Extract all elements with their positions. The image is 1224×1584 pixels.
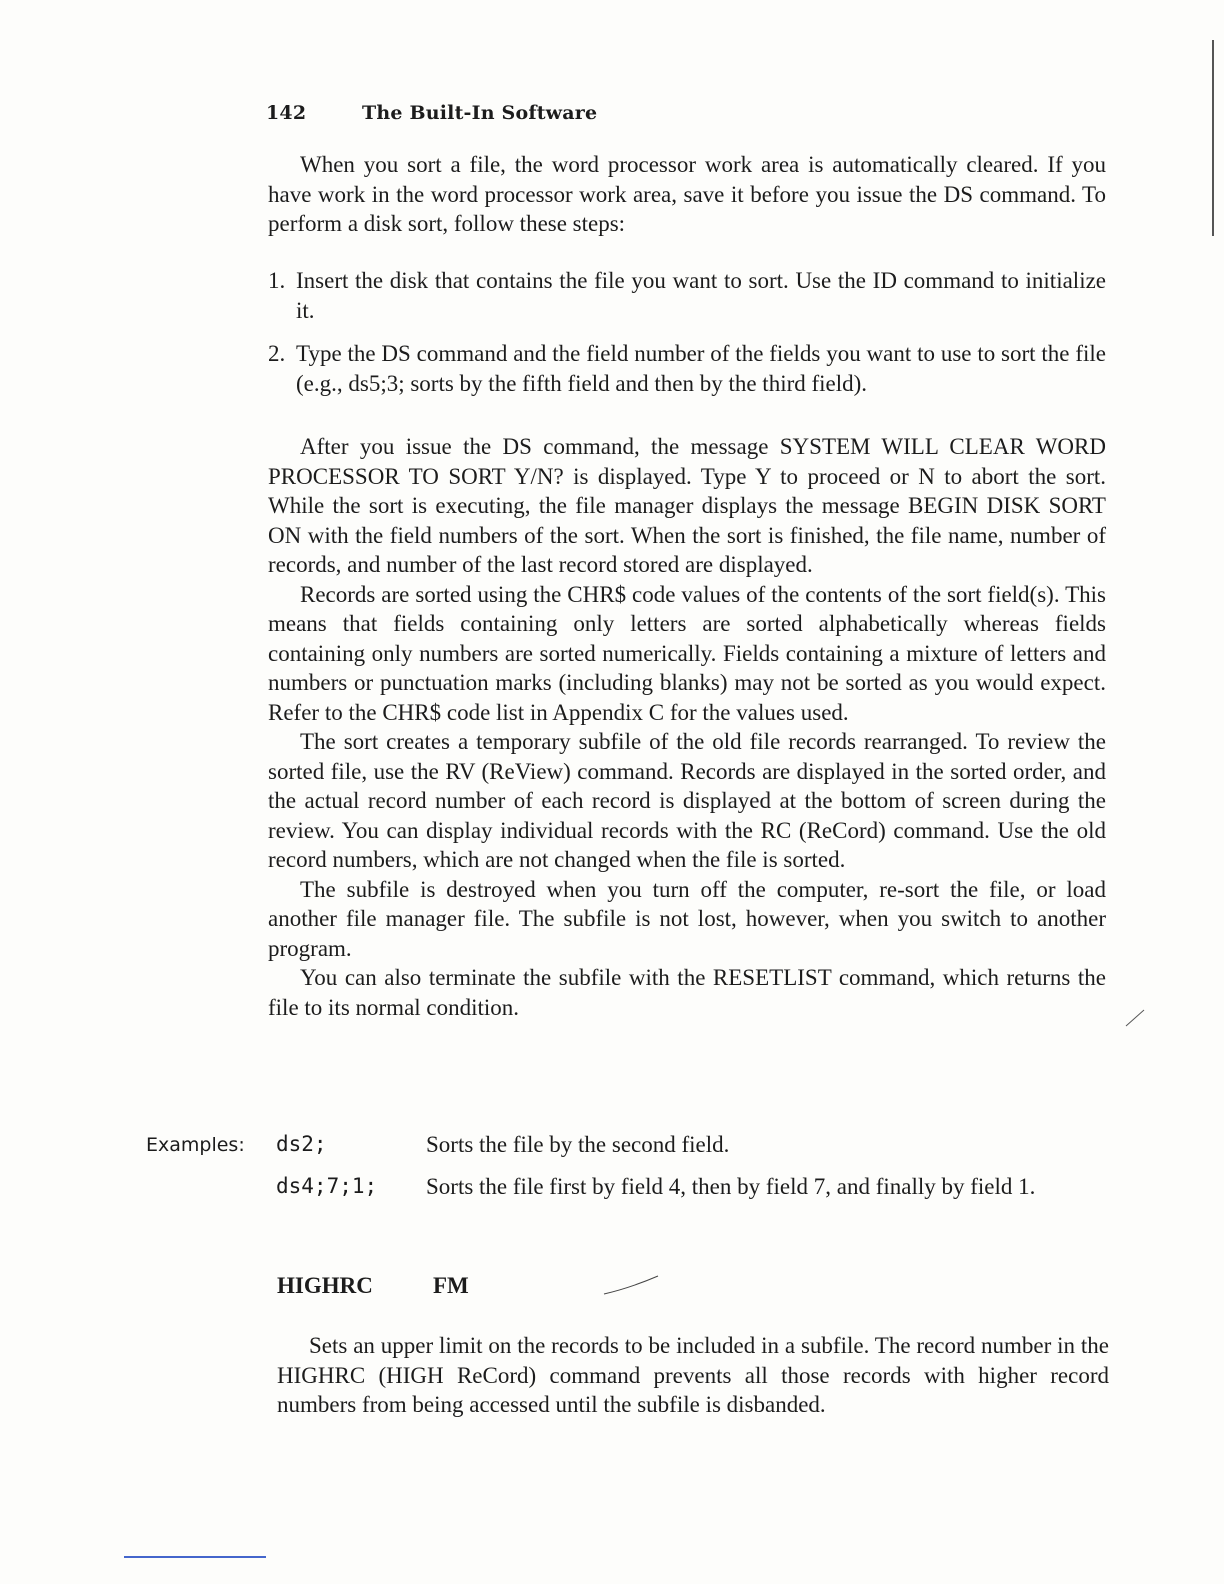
example-description: Sorts the file by the second field. xyxy=(426,1132,730,1157)
paragraph-resetlist: You can also terminate the subfile with the RESETLIST command, which returns the file to its normal condition. xyxy=(268,965,1106,1020)
pen-stroke-mark xyxy=(600,1270,670,1300)
bottom-rule xyxy=(124,1556,266,1558)
paragraph-subfile: The sort creates a temporary subfile of the old file records rearranged. To review the sorted file, use the RV (ReView) command. Records are displayed in the sorted order, and the actual record number of each record is displayed at the bottom of screen during the review. You can display individual records with the RC (ReCord) command. Use the old record numbers, which are not changed when the file is sorted. xyxy=(268,729,1106,872)
page-number: 142 xyxy=(266,102,307,124)
step-number: 1. xyxy=(268,268,286,293)
page-edge-line xyxy=(1212,40,1214,236)
list-item xyxy=(268,266,1106,325)
steps-list xyxy=(268,266,1106,412)
example-code: ds2; xyxy=(276,1132,327,1156)
step-number: 2. xyxy=(268,341,286,366)
command-module: FM xyxy=(433,1273,469,1298)
section-title: The Built-In Software xyxy=(362,102,598,124)
intro-paragraph: When you sort a file, the word processor work area is automatically cleared. If you have work in the word processor work area, save it before you issue the DS command. To perform a disk sort, follow these steps: xyxy=(268,152,1106,236)
paragraph-chr-codes: Records are sorted using the CHR$ code values of the contents of the sort field(s). This means that fields containing only letters are sorted alphabetically whereas fields containing only numbers are sorted numerically. Fields containing a mixture of letters and numbers or punctuation marks (including blanks) may not be sorted as you would expect. Refer to the CHR$ code list in Appendix C for the values used. xyxy=(268,581,1106,725)
intro-section xyxy=(268,150,1106,239)
step-text: Insert the disk that contains the file you want to sort. Use the ID command to initialize it. xyxy=(296,268,1106,323)
running-head xyxy=(266,102,597,124)
pen-tick-mark xyxy=(1124,1008,1148,1028)
examples-label: Examples: xyxy=(146,1134,245,1156)
command-description: Sets an upper limit on the records to be included in a subfile. The record number in the HIGHRC (HIGH ReCord) command prevents all those records with higher record numbers from being accessed until the subfile is disbanded. xyxy=(277,1333,1109,1417)
body-section xyxy=(268,426,1106,1022)
command-name: HIGHRC xyxy=(277,1273,373,1298)
list-item xyxy=(268,339,1106,398)
command-heading xyxy=(277,1273,469,1299)
command-description-section xyxy=(277,1331,1109,1420)
example-description: Sorts the file first by field 4, then by field 7, and finally by field 1. xyxy=(426,1174,1036,1199)
paragraph-system-message: After you issue the DS command, the message SYSTEM WILL CLEAR WORD PROCESSOR TO SORT Y/N? is displayed. Type Y to proceed or N to abort the sort. While the sort is executing, the file manager displays the message BEGIN DISK SORT ON with the field numbers of the sort. When the sort is finished, the file name, number of records, and number of the last record stored are displayed. xyxy=(268,434,1106,577)
step-text: Type the DS command and the field number of the fields you want to use to sort the file (e.g., ds5;3; sorts by the fifth field and then by the third field). xyxy=(296,341,1106,396)
example-code: ds4;7;1; xyxy=(276,1174,378,1198)
paragraph-subfile-destroyed: The subfile is destroyed when you turn off the computer, re-sort the file, or load another file manager file. The subfile is not lost, however, when you switch to another program. xyxy=(268,876,1106,961)
